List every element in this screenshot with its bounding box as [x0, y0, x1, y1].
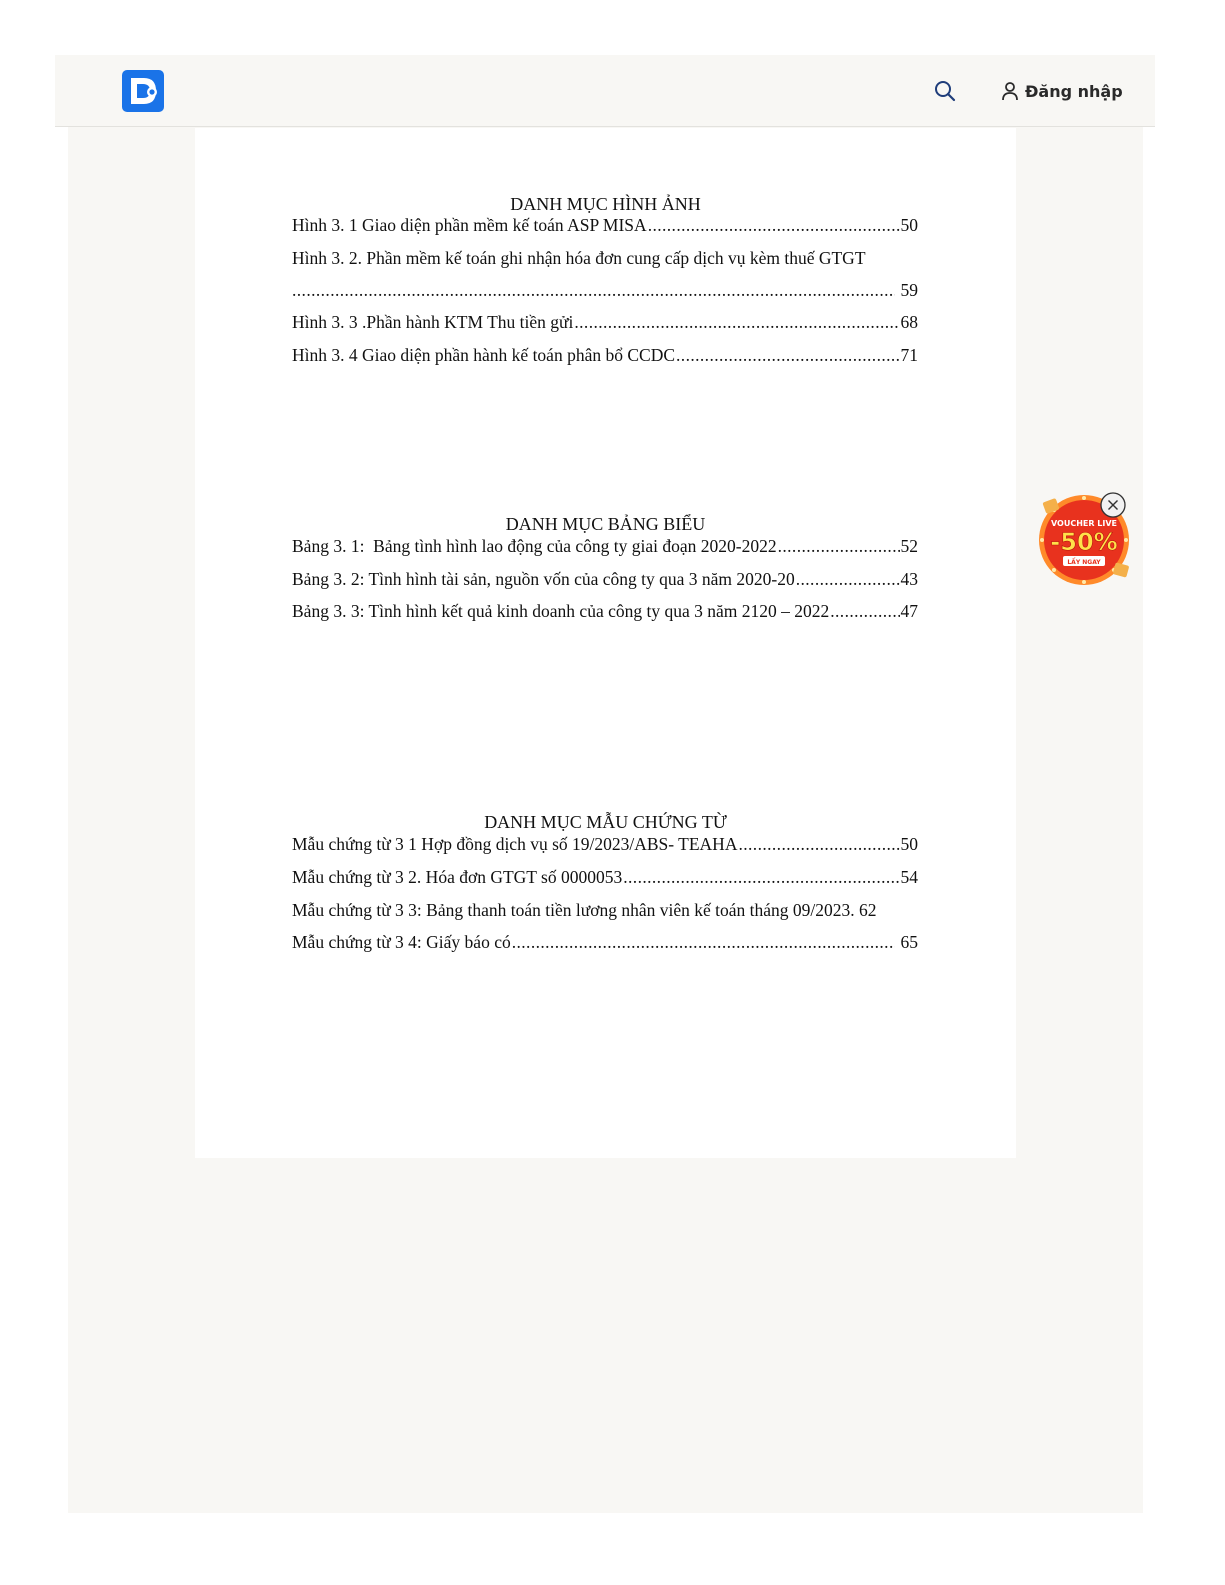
promo-discount: -50%: [1050, 528, 1118, 556]
toc-entry-voucher-2[interactable]: Mẫu chứng từ 3 2. Hóa đơn GTGT số 0000053 ..... 54: [292, 866, 918, 888]
figures-title: DANH MỤC HÌNH ẢNH: [510, 194, 701, 214]
toc-entry-figure-4[interactable]: Hình 3. 4 Giao diện phần hành kế toán phân bổ CCDC ..... 71: [292, 344, 918, 366]
search-icon[interactable]: [933, 79, 957, 103]
vouchers-title: DANH MỤC MẪU CHỨNG TỪ: [484, 812, 727, 832]
toc-entry-voucher-4[interactable]: Mẫu chứng từ 3 4: Giấy báo có ..... 65: [292, 931, 918, 953]
toc-entry-table-1[interactable]: Bảng 3. 1: Bảng tình hình lao động của công ty giai đoạn 2020-2022 ..... 52: [292, 535, 918, 557]
toc-entry-table-2[interactable]: Bảng 3. 2: Tình hình tài sản, nguồn vốn của công ty qua 3 năm 2020-20 ..... 43: [292, 568, 918, 590]
toc-entry-figure-2[interactable]: Hình 3. 2. Phần mềm kế toán ghi nhận hóa đơn cung cấp dịch vụ kèm thuế GTGT: [292, 248, 866, 268]
login-label: Đăng nhập: [1025, 81, 1123, 101]
top-bar: [55, 55, 1155, 127]
tables-title: DANH MỤC BẢNG BIỂU: [505, 514, 706, 534]
logo-icon[interactable]: [122, 70, 164, 112]
promo-cta: LẤY NGAY: [1067, 559, 1101, 566]
login-button[interactable]: [1001, 77, 1123, 105]
toc-entry-figure-2-cont[interactable]: ..... 59: [292, 279, 918, 301]
toc-entry-table-3[interactable]: Bảng 3. 3: Tình hình kết quả kinh doanh của công ty qua 3 năm 2120 – 2022 ..... 47: [292, 600, 918, 622]
toc-entry-figure-1[interactable]: Hình 3. 1 Giao diện phần mềm kế toán ASP MISA ..... 50: [292, 214, 918, 236]
promo-line1: VOUCHER LIVE: [1050, 519, 1118, 528]
user-icon: [1001, 81, 1019, 101]
close-icon[interactable]: [1100, 492, 1126, 518]
toc-entry-voucher-3[interactable]: Mẫu chứng từ 3 3: Bảng thanh toán tiền lương nhân viên kế toán tháng 09/2023. 62: [292, 900, 877, 920]
toc-entry-voucher-1[interactable]: Mẫu chứng từ 3 1 Hợp đồng dịch vụ số 19/2023/ABS- TEAHA ..... 50: [292, 833, 918, 855]
toc-entry-figure-3[interactable]: Hình 3. 3 .Phần hành KTM Thu tiền gửi ..... 68: [292, 311, 918, 333]
document-page: [195, 128, 1016, 1158]
